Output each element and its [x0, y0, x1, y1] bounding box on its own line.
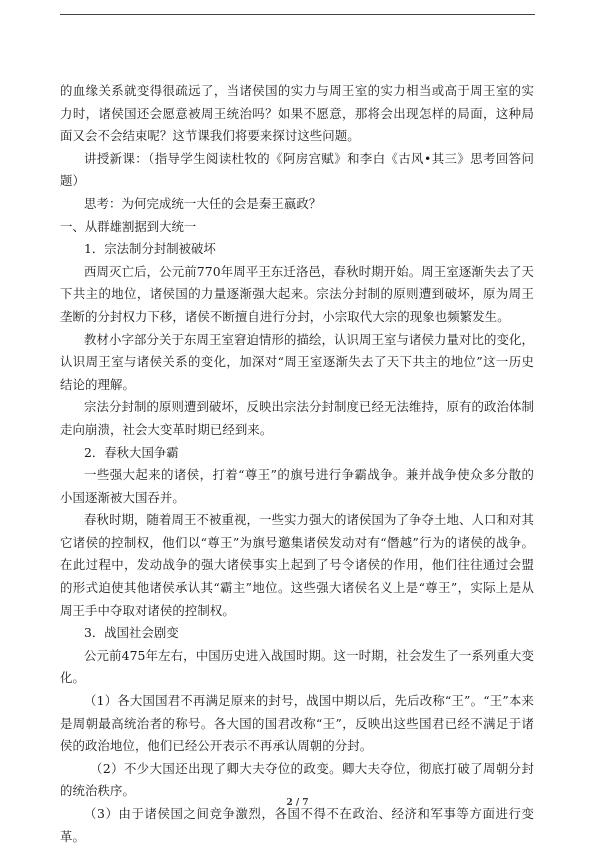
paragraph-3b: （1）各大国国君不再满足原来的封号，战国中期以后，先后改称“王”。“王”本来是周朝最高统治者的称号。各大国的国君改称“王”，反映出这些国君已经不满足于诸侯的政治地位，他们已经公开表示不再承认周朝的分封。	[60, 693, 534, 754]
paragraph-1c: 宗法分封制的原则遭到破坏，反映出宗法分封制度已经无法维持，原有的政治体制走向崩溃，社会大变革时期已经到来。	[60, 399, 534, 437]
subheading-3: 3．战国社会剧变	[84, 625, 179, 641]
document-body	[60, 80, 534, 848]
subheading-1: 1．宗法制分封制被破坏	[84, 241, 216, 257]
paragraph-1b: 教材小字部分关于东周王室窘迫情形的描绘，认识周王室与诸侯力量对比的变化，认识周王室与诸侯关系的变化，加深对“周王室逐渐失去了天下共主的地位”这一历史结论的理解。	[60, 331, 534, 392]
page-number: 2 / 7	[286, 798, 309, 808]
intro-paragraph: 的血缘关系就变得很疏远了，当诸侯国的实力与周王室的实力相当或高于周王室的实力时，诸侯国还会愿意被周王统治吗？如果不愿意，那将会出现怎样的局面，这种局面又会不会结束呢？这节课我们将要来探讨这些问题。	[60, 83, 534, 144]
think-question: 思考：为何完成统一大任的会是秦王嬴政？	[84, 195, 322, 211]
header-rule	[60, 14, 535, 15]
section-heading-1: 一、从群雄割据到大统一	[60, 218, 197, 234]
paragraph-1a: 西周灭亡后，公元前770年周平王东迁洛邑，春秋时期开始。周王室逐渐失去了天下共主的地位，诸侯国的力量逐渐强大起来。宗法分封制的原则遭到破坏，原为周王垄断的分封权力下移，诸侯不断擅自进行分封，小宗取代大宗的现象也频繁发生。	[60, 263, 534, 324]
lecture-paragraph: 讲授新课：（指导学生阅读杜牧的《阿房宫赋》和李白《古风•其三》思考回答问题）	[60, 150, 534, 189]
paragraph-3c: （2）不少大国还出现了卿大夫夺位的政变。卿大夫夺位，彻底打破了周朝分封的统治秩序。	[60, 760, 534, 799]
paragraph-3d: （3）由于诸侯国之间竞争激烈，各国不得不在政治、经济和军事等方面进行变革。	[60, 806, 534, 844]
subheading-2: 2．春秋大国争霸	[84, 444, 179, 460]
paragraph-2b: 春秋时期，随着周王不被重视，一些实力强大的诸侯国为了争夺土地、人口和对其它诸侯的控制权，他们以“尊王”为旗号邀集诸侯发动对有“僭越”行为的诸侯的战争。在此过程中，发动战争的强大诸侯事实上起到了号令诸侯的作用，他们往往通过会盟的形式迫使其他诸侯承认其“霸主”地位。这些强大诸侯名义上是“尊王”，实际上是从周王手中夺取对诸侯的控制权。	[60, 512, 534, 618]
paragraph-2a: 一些强大起来的诸侯，打着“尊王”的旗号进行争霸战争。兼并战争使众多分散的小国逐渐被大国吞并。	[60, 467, 534, 505]
paragraph-3a: 公元前475年左右，中国历史进入战国时期。这一时期，社会发生了一系列重大变化。	[60, 647, 534, 686]
